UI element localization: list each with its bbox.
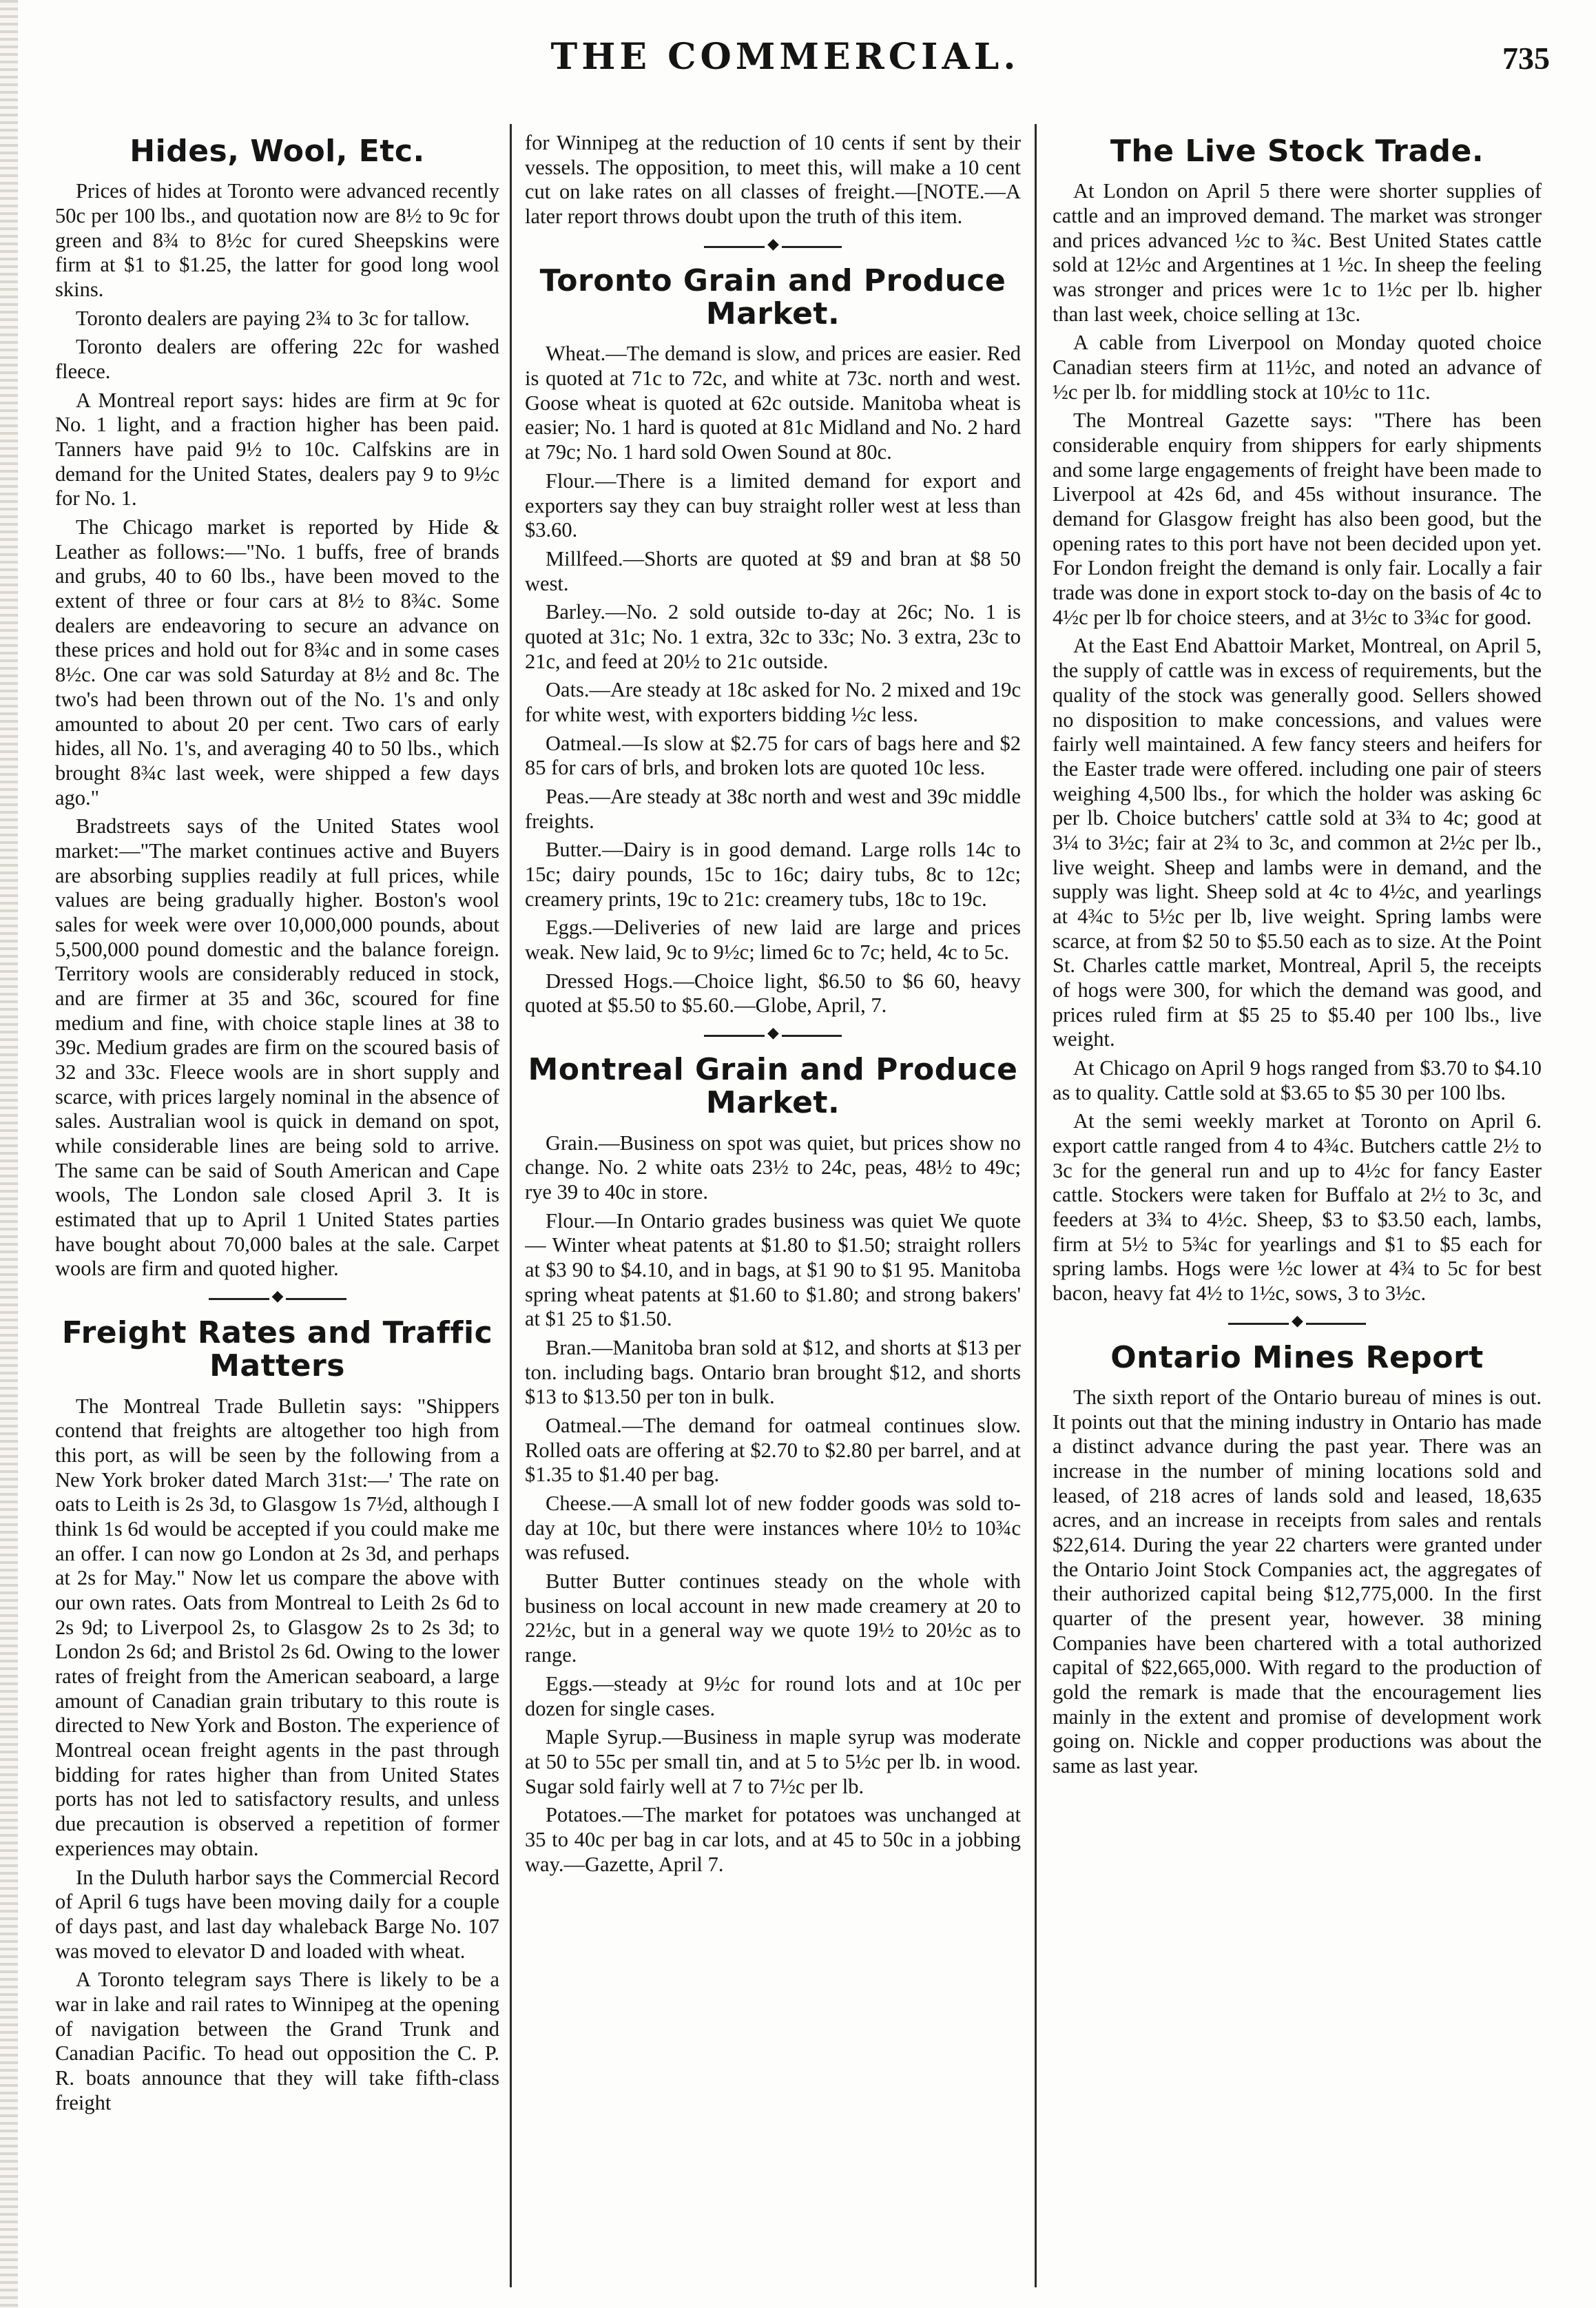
article-paragraph: Millfeed.—Shorts are quoted at $9 and bran at $8 50 west. [525,546,1021,595]
article-paragraph: Flour.—There is a limited demand for export and exporters say they can buy straight roller west at less than $3.60. [525,468,1021,542]
article-freight-rates [55,1317,499,2115]
article-paragraph: At the semi weekly market at Toronto on April 6. export cattle ranged from 4 to 4¾c. Butchers cattle 2½ to 3c for the general run and up to 4½c for fancy Easter cattle. Stockers were taken for Buffalo at 2½ to 3c, and feeders at 3¾ to 4½c. Sheep, $3 to $3.50 each, lambs, firm at 5½ to 5¾c for yearlings and $1 to $5 each for spring lambs. Hogs were ½c lower at 4¾ to 5c for best bacon, heavy fat 4½ to 1½c, sows, 3 to 3½c. [1053,1109,1542,1305]
article-paragraph: Prices of hides at Toronto were advanced recently 50c per 100 lbs., and quotation now are 8½ to 9c for green and 8¾ to 8½c for cured Sheepskins were firm at $1 to $1.25, the latter for good long wool skins. [55,179,499,302]
article-paragraph: Toronto dealers are paying 2¾ to 3c for tallow. [76,306,470,330]
article-paragraph: Barley.—No. 2 sold outside to-day at 26c; No. 1 is quoted at 31c; No. 1 extra, 32c to 33c; No. 3 extra, 23c to 21c, and feed at 20½ to 21c outside. [525,600,1021,673]
article-paragraph: A cable from Liverpool on Monday quoted choice Canadian steers firm at 11½c, and noted an advance of ½c per lb. for middling stock at 10½c to 11c. [1053,331,1542,404]
article-heading: Toronto Grain and Produce Market. [539,262,1006,332]
article-toronto-grain [525,262,1021,1018]
article-paragraph: Peas.—Are steady at 38c north and west and 39c middle freights. [525,784,1021,833]
article-paragraph: The sixth report of the Ontario bureau of mines is out. It points out that the mining industry in Ontario has made a distinct advance during the past year. There was an increase in the number of mining locations sold and leased, of 218 acres of lands sold and leased, 18,635 acres, and an increase in receipts from sales and rentals $22,614. During the year 22 charters were granted under the Ontario Joint Stock Companies act, the aggregates of their authorized capital being $12,775,000. In the first quarter of the present year, however. 38 mining Companies have been chartered with a total authorized capital of $22,665,000. With regard to the production of gold the remark is made that the encouragement lies mainly in the extent and promise of development work going on. Nickle and copper productions was about the same as last year. [1053,1385,1542,1778]
article-paragraph: At the East End Abattoir Market, Montreal, on April 5, the supply of cattle was in excess of requirements, but the quality of the stock was generally good. Sellers showed no disposition to make concessions, and values were fairly well maintained. A few fancy steers and heifers for the Easter trade were offered. including one pair of steers weighing 4,500 lbs., for which the holder was asking 6c per lb. Choice butchers' cattle sold at 3¾ to 4c; good at 3¼ to 3½c; fair at 2¾ to 3c, and common at 2½c per lb., live weight. Sheep and lambs were in demand, and the supply was light. Sheep sold at 4c to 4½c, and yearlings at 4¾c to 5½c per lb, live weight. Spring lambs were scarce, at from $2 50 to $5.50 each as to size. At the Point St. Charles cattle market, Montreal, April 5, the receipts of hogs were 300, for which the demand was good, and prices ruled firm at $5 25 to $5.40 per 100 lbs., live weight. [1053,634,1542,1051]
article-heading: Hides, Wool, Etc. [129,134,425,169]
column-2 [525,131,1021,2287]
article-paragraph: Potatoes.—The market for potatoes was unchanged at 35 to 40c per bag in car lots, and at 45 to 50c in a jobbing way.—Gazette, April 7. [525,1803,1021,1876]
article-paragraph: Dressed Hogs.—Choice light, $6.50 to $6 60, heavy quoted at $5.50 to $5.60.—Globe, April, 7. [525,969,1021,1018]
article-paragraph: The Chicago market is reported by Hide & Leather as follows:—"No. 1 buffs, free of brands and grubs, 40 to 60 lbs., have been moved to the extent of three or four cars at 8½ to 8¾c. Some dealers are endeavoring to secure an advance on these prices and hold out for 8¾c and in some cases 8½c. One car was sold Saturday at 8½ and 8c. The two's had been thrown out of the No. 1's and only amounted to about 20 per cent. Two cars of early hides, all No. 1's, and averaging 40 to 50 lbs., which brought 8¾c last week, were shipped a few days ago." [55,515,499,810]
article-paragraph: Oatmeal.—The demand for oatmeal continues slow. Rolled oats are offering at $2.70 to $2.80 per barrel, and at $1.35 to $1.40 per bag. [525,1414,1021,1487]
article-paragraph: Eggs.—steady at 9½c for round lots and at 10c per dozen for single cases. [525,1671,1021,1720]
article-paragraph: At Chicago on April 9 hogs ranged from $3.70 to $4.10 as to quality. Cattle sold at $3.65 to $5 30 per 100 lbs. [1053,1055,1542,1104]
article-heading: The Live Stock Trade. [1110,134,1484,169]
article-paragraph: Flour.—In Ontario grades business was quiet We quote — Winter wheat patents at $1.80 to $1.50; straight rollers at $3 90 to $4.10, and in bags, at $1 90 to $1 95. Manitoba spring wheat patents at $1.60 to $1.80; and strong bakers' at $1 25 to $1.50. [525,1208,1021,1331]
article-paragraph: Grain.—Business on spot was quiet, but prices show no change. No. 2 white oats 23½ to 24c, peas, 48½ to 49c; rye 39 to 40c in store. [525,1131,1021,1204]
article-paragraph: A Montreal report says: hides are firm at 9c for No. 1 light, and a fraction higher has been paid. Tanners have paid 9½ to 10c. Calfskins are in demand for the United States, dealers pay 9 to 9½c for No. 1. [55,388,499,511]
masthead [0,36,1596,91]
section-divider [704,1035,842,1037]
section-divider [704,246,842,248]
article-live-stock [1053,135,1542,1306]
article-paragraph: Bran.—Manitoba bran sold at $12, and shorts at $13 per ton. including bags. Ontario bran brought $12, and shorts $13 to $13.50 per ton in bulk. [525,1336,1021,1409]
page-number: 735 [1502,41,1550,76]
article-heading: Freight Rates and Traffic Matters [61,1315,493,1384]
article-paragraph: Wheat.—The demand is slow, and prices are easier. Red is quoted at 71c to 72c, and white at 73c. north and west. Goose wheat is quoted at 62c outside. Manitoba wheat is easier; No. 1 hard is quoted at 81c Midland and No. 2 hard at 79c; No. 1 hard sold Owen Sound at 80c. [525,342,1021,464]
article-paragraph: Maple Syrup.—Business in maple syrup was moderate at 50 to 55c per small tin, and at 5 to 5½c per lb. in wood. Sugar sold fairly well at 7 to 7½c per lb. [525,1725,1021,1798]
article-paragraph: A Toronto telegram says There is likely to be a war in lake and rail rates to Winnipeg at the opening of navigation between the Grand Trunk and Canadian Pacific. To head out opposition the C. P. R. boats announce that they will take fifth-class freight [55,1968,499,2114]
article-paragraph: Toronto dealers are offering 22c for washed fleece. [55,335,499,384]
article-paragraph: At London on April 5 there were shorter supplies of cattle and an improved demand. The market was stronger and prices advanced ½c to ¾c. Best United States cattle sold at 12½c and Argentines at 1 ½c. In sheep the feeling was stronger and prices were 1c to 1½c per lb. higher than last week, choice selling at 13c. [1053,179,1542,326]
section-divider [1228,1323,1366,1325]
article-paragraph: Oats.—Are steady at 18c asked for No. 2 mixed and 19c for white west, with exporters bidding ½c less. [525,678,1021,726]
column-1 [55,131,499,2287]
article-paragraph: The Montreal Gazette says: "There has been considerable enquiry from shippers for early shipments and some large engagements of freight have been made to Liverpool at 42s 6d, and 45s without insurance. The demand for Glasgow freight has also been good, but the opening rates to this port have not been decided upon yet. For London freight the demand is only fair. Locally a fair trade was done in export stock to-day on the basis of 4c to 4½c per lb for choice steers, and at 3½c to 3¾c for good. [1053,409,1542,629]
column-rule [1035,124,1037,2287]
section-divider [209,1298,346,1300]
article-paragraph: Eggs.—Deliveries of new laid are large and prices weak. New laid, 9c to 9½c; limed 6c to 7c; held, 4c to 5c. [525,916,1021,964]
article-paragraph: Butter.—Dairy is in good demand. Large rolls 14c to 15c; dairy pounds, 15c to 16c; dairy tubs, 8c to 12c; creamery prints, 19c to 21c: creamery tubs, 18c to 19c. [525,838,1021,911]
article-hides-wool [55,135,499,1281]
article-paragraph: The Montreal Trade Bulletin says: "Shippers contend that freights are altogether too high from this port, as will be seen by the following from a New York broker dated March 31st:—' The rate on oats to Leith is 2s 3d, to Glasgow 1s 7½d, although I think 1s 6d would be accepted if you could make me an offer. I can now go London at 2s 3d, and perhaps at 2s for May." Now let us compare the above with our own rates. Oats from Montreal to Leith 2s 6d to 2s 9d; to Liverpool 2s, to Glasgow 2s to 2s 3d; to London 2s 6d; and Bristol 2s 6d. Owing to the lower rates of freight from the American seaboard, a large amount of Canadian grain tributary to this route is directed to New York and Boston. The experience of Montreal ocean freight agents in the past through bidding for rates higher than from United States ports has not led to satisfactory results, and unless due precaution is observed a repetition of former experiences may obtain. [55,1394,499,1860]
column-rule [510,124,512,2287]
article-montreal-grain [525,1053,1021,1877]
article-ontario-mines [1053,1341,1542,1779]
article-paragraph: for Winnipeg at the reduction of 10 cents if sent by their vessels. The opposition, to meet this, will make a 10 cent cut on lake rates on all classes of freight.—[NOTE.—A later report throws doubt upon the truth of this item. [525,131,1021,229]
article-paragraph: Bradstreets says of the United States wool market:—"The market continues active and Buyers are absorbing supplies readily at full prices, while values are being gradually higher. Boston's wool sales for week were over 10,000,000 pounds, about 5,500,000 pound domestic and the balance foreign. Territory wools are considerably reduced in stock, and are firmer at 35 and 36c, scoured for fine medium and fine, with choice staple lines at 38 to 39c. Medium grades are firm on the scoured basis of 32 and 33c. Fleece wools are in short supply and scarce, with prices largely nominal in the absence of sales. Australian wool is quick in demand on spot, while considerable lines are being sold to arrive. The same can be said of South American and Cape wools, The London sale closed April 3. It is estimated that up to April 1 United States parties have bought about 70,000 bales at the sale. Carpet wools are firm and quoted higher. [55,814,499,1281]
article-heading: Ontario Mines Report [1110,1339,1484,1375]
page-binding-edge [0,0,18,2308]
article-freight-continued [525,131,1021,229]
article-heading: Montreal Grain and Produce Market. [528,1051,1018,1121]
article-paragraph: In the Duluth harbor says the Commercial Record of April 6 tugs have been moving daily for a couple of days past, and last day whaleback Barge No. 107 was moved to elevator D and loaded with wheat. [55,1865,499,1963]
column-3 [1053,131,1542,2287]
article-paragraph: Butter Butter continues steady on the whole with business on local account in new made creamery at 20 to 22½c, but in a general way we quote 19½ to 20½c as to range. [525,1569,1021,1667]
newspaper-title: THE COMMERCIAL. [550,36,1020,78]
article-paragraph: Cheese.—A small lot of new fodder goods was sold to-day at 10c, but there were instances where 10½ to 10¾c was refused. [525,1492,1021,1565]
article-paragraph: Oatmeal.—Is slow at $2.75 for cars of bags here and $2 85 for cars of brls, and broken lots are quoted 10c less. [525,731,1021,780]
